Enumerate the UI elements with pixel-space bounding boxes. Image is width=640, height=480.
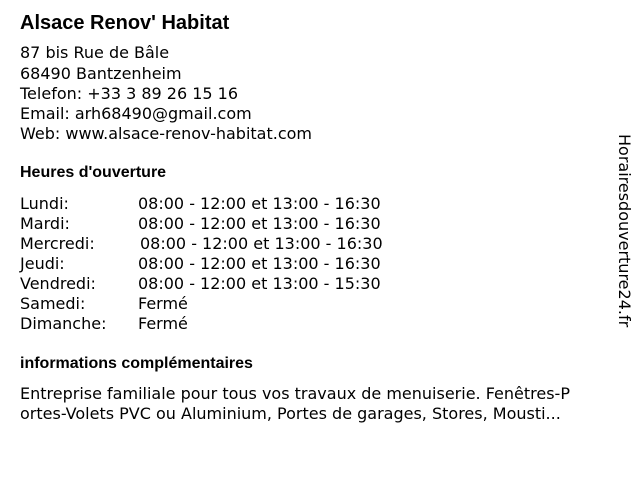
day-label: Samedi:: [20, 294, 86, 313]
hours-row: [20, 274, 440, 294]
hours-row: [20, 254, 440, 274]
hours-value: 08:00 - 12:00 et 13:00 - 16:30: [140, 234, 383, 253]
day-label: Mercredi:: [20, 234, 95, 253]
description-line-2: ortes-Volets PVC ou Aluminium, Portes de garages, Stores, Mousti...: [20, 404, 561, 423]
address-street: 87 bis Rue de Bâle: [20, 43, 170, 62]
hours-value: 08:00 - 12:00 et 13:00 - 16:30: [138, 194, 381, 213]
opening-hours-heading: Heures d'ouverture: [20, 164, 167, 181]
site-watermark: Horairesdouverture24.fr: [615, 134, 634, 328]
description-line-1: Entreprise familiale pour tous vos travaux de menuiserie. Fenêtres-P: [20, 384, 570, 403]
day-label: Mardi:: [20, 214, 70, 233]
hours-row: [20, 294, 440, 314]
day-label: Lundi:: [20, 194, 69, 213]
day-label: Dimanche:: [20, 314, 107, 333]
hours-value: Fermé: [138, 294, 188, 313]
web-line: Web: www.alsace-renov-habitat.com: [20, 124, 313, 143]
hours-row: [20, 314, 440, 334]
day-label: Vendredi:: [20, 274, 96, 293]
hours-value: Fermé: [138, 314, 188, 333]
hours-value: 08:00 - 12:00 et 13:00 - 16:30: [138, 214, 381, 233]
hours-row: [20, 214, 440, 234]
hours-value: 08:00 - 12:00 et 13:00 - 15:30: [138, 274, 381, 293]
business-title: Alsace Renov' Habitat: [20, 12, 230, 34]
address-city: 68490 Bantzenheim: [20, 64, 182, 83]
hours-row: [20, 194, 440, 214]
hours-row: [20, 234, 440, 254]
email-line: Email: arh68490@gmail.com: [20, 104, 252, 123]
day-label: Jeudi:: [20, 254, 65, 273]
phone-line: Telefon: +33 3 89 26 15 16: [20, 84, 239, 103]
additional-info-heading: informations complémentaires: [20, 355, 253, 372]
hours-value: 08:00 - 12:00 et 13:00 - 16:30: [138, 254, 381, 273]
